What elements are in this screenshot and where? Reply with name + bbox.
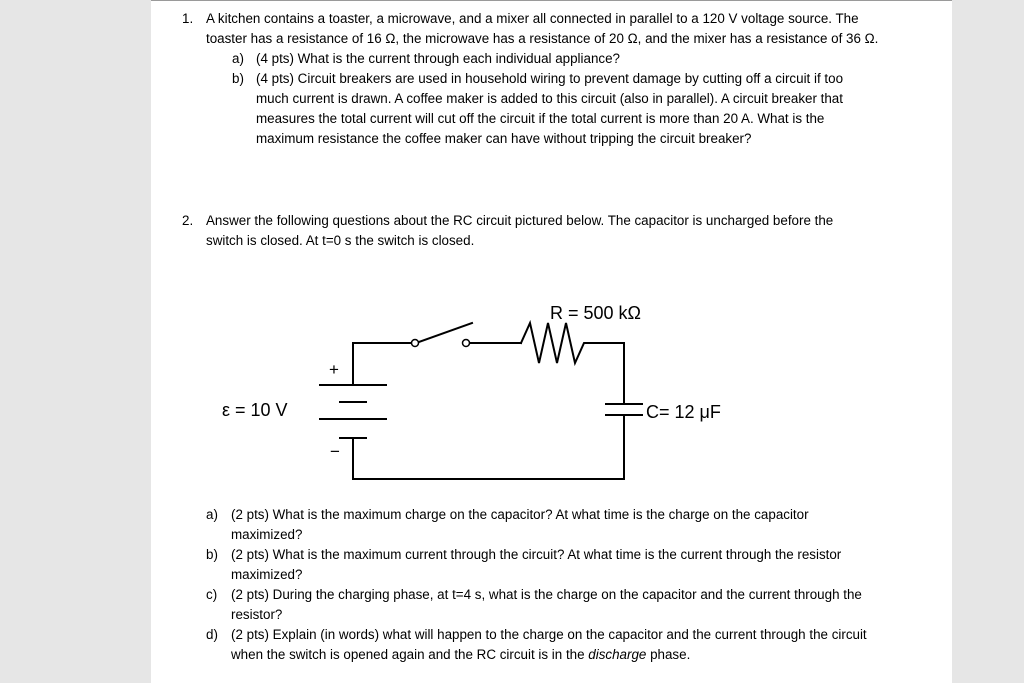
q2-number: 2. (182, 213, 194, 228)
q2b-text-line2: maximized? (231, 567, 303, 582)
q1b-text-line2: much current is drawn. A coffee maker is added to this circuit (also in parallel). A circuit breaker that (256, 91, 843, 106)
q1-number: 1. (182, 11, 194, 26)
q1a-label: a) (232, 51, 244, 66)
resistor-label: R = 500 kΩ (550, 303, 642, 323)
q2a-label: a) (206, 507, 218, 522)
q2-text-line2: switch is closed. At t=0 s the switch is closed. (206, 233, 475, 248)
q2a-text-line2: maximized? (231, 527, 303, 542)
q2d-line2-emphasis: discharge (588, 647, 647, 662)
q2a-text-line1: (2 pts) What is the maximum charge on the capacitor? At what time is the charge on the capacitor (231, 507, 809, 522)
battery-plus-sign: + (329, 360, 339, 379)
q2b-label: b) (206, 547, 218, 562)
q1b-text-line4: maximum resistance the coffee maker can have without tripping the circuit breaker? (256, 131, 752, 146)
q2b-text-line1: (2 pts) What is the maximum current through the circuit? At what time is the current through the resistor (231, 547, 842, 562)
q1-text-line1: A kitchen contains a toaster, a microwave, and a mixer all connected in parallel to a 120 V voltage source. The (206, 11, 859, 26)
q2-text-line1: Answer the following questions about the RC circuit pictured below. The capacitor is uncharged before the (206, 213, 834, 228)
q2d-line2-pre: when the switch is opened again and the RC circuit is in the (231, 647, 589, 662)
q2c-text-line1: (2 pts) During the charging phase, at t=4 s, what is the charge on the capacitor and the current through the (231, 587, 862, 602)
q2d-text-line1: (2 pts) Explain (in words) what will happen to the charge on the capacitor and the current through the circuit (231, 627, 867, 642)
q2d-text-line2 (231, 645, 690, 665)
q2c-label: c) (206, 587, 218, 602)
switch-blade (419, 323, 472, 342)
switch-terminal-right (463, 340, 470, 347)
q2c-text-line2: resistor? (231, 607, 283, 622)
q2d-label: d) (206, 627, 218, 642)
q2d-line2-post: phase. (646, 647, 691, 662)
switch-terminal-left (412, 340, 419, 347)
q1-text-line2: toaster has a resistance of 16 Ω, the microwave has a resistance of 20 Ω, and the mixer has a resistance of 36 Ω. (206, 31, 879, 46)
battery-minus-sign: − (330, 442, 340, 461)
capacitor-label: C= 12 μF (646, 402, 721, 422)
emf-label: ε = 10 V (222, 400, 288, 420)
q1b-label: b) (232, 71, 244, 86)
q1b-text-line3: measures the total current will cut off the circuit if the total current is more than 20 A. What is the (256, 111, 825, 126)
q1a-text: (4 pts) What is the current through each individual appliance? (256, 51, 620, 66)
resistor-zigzag (521, 323, 624, 363)
q1b-text-line1: (4 pts) Circuit breakers are used in household wiring to prevent damage by cutting off a circuit if too (256, 71, 844, 86)
